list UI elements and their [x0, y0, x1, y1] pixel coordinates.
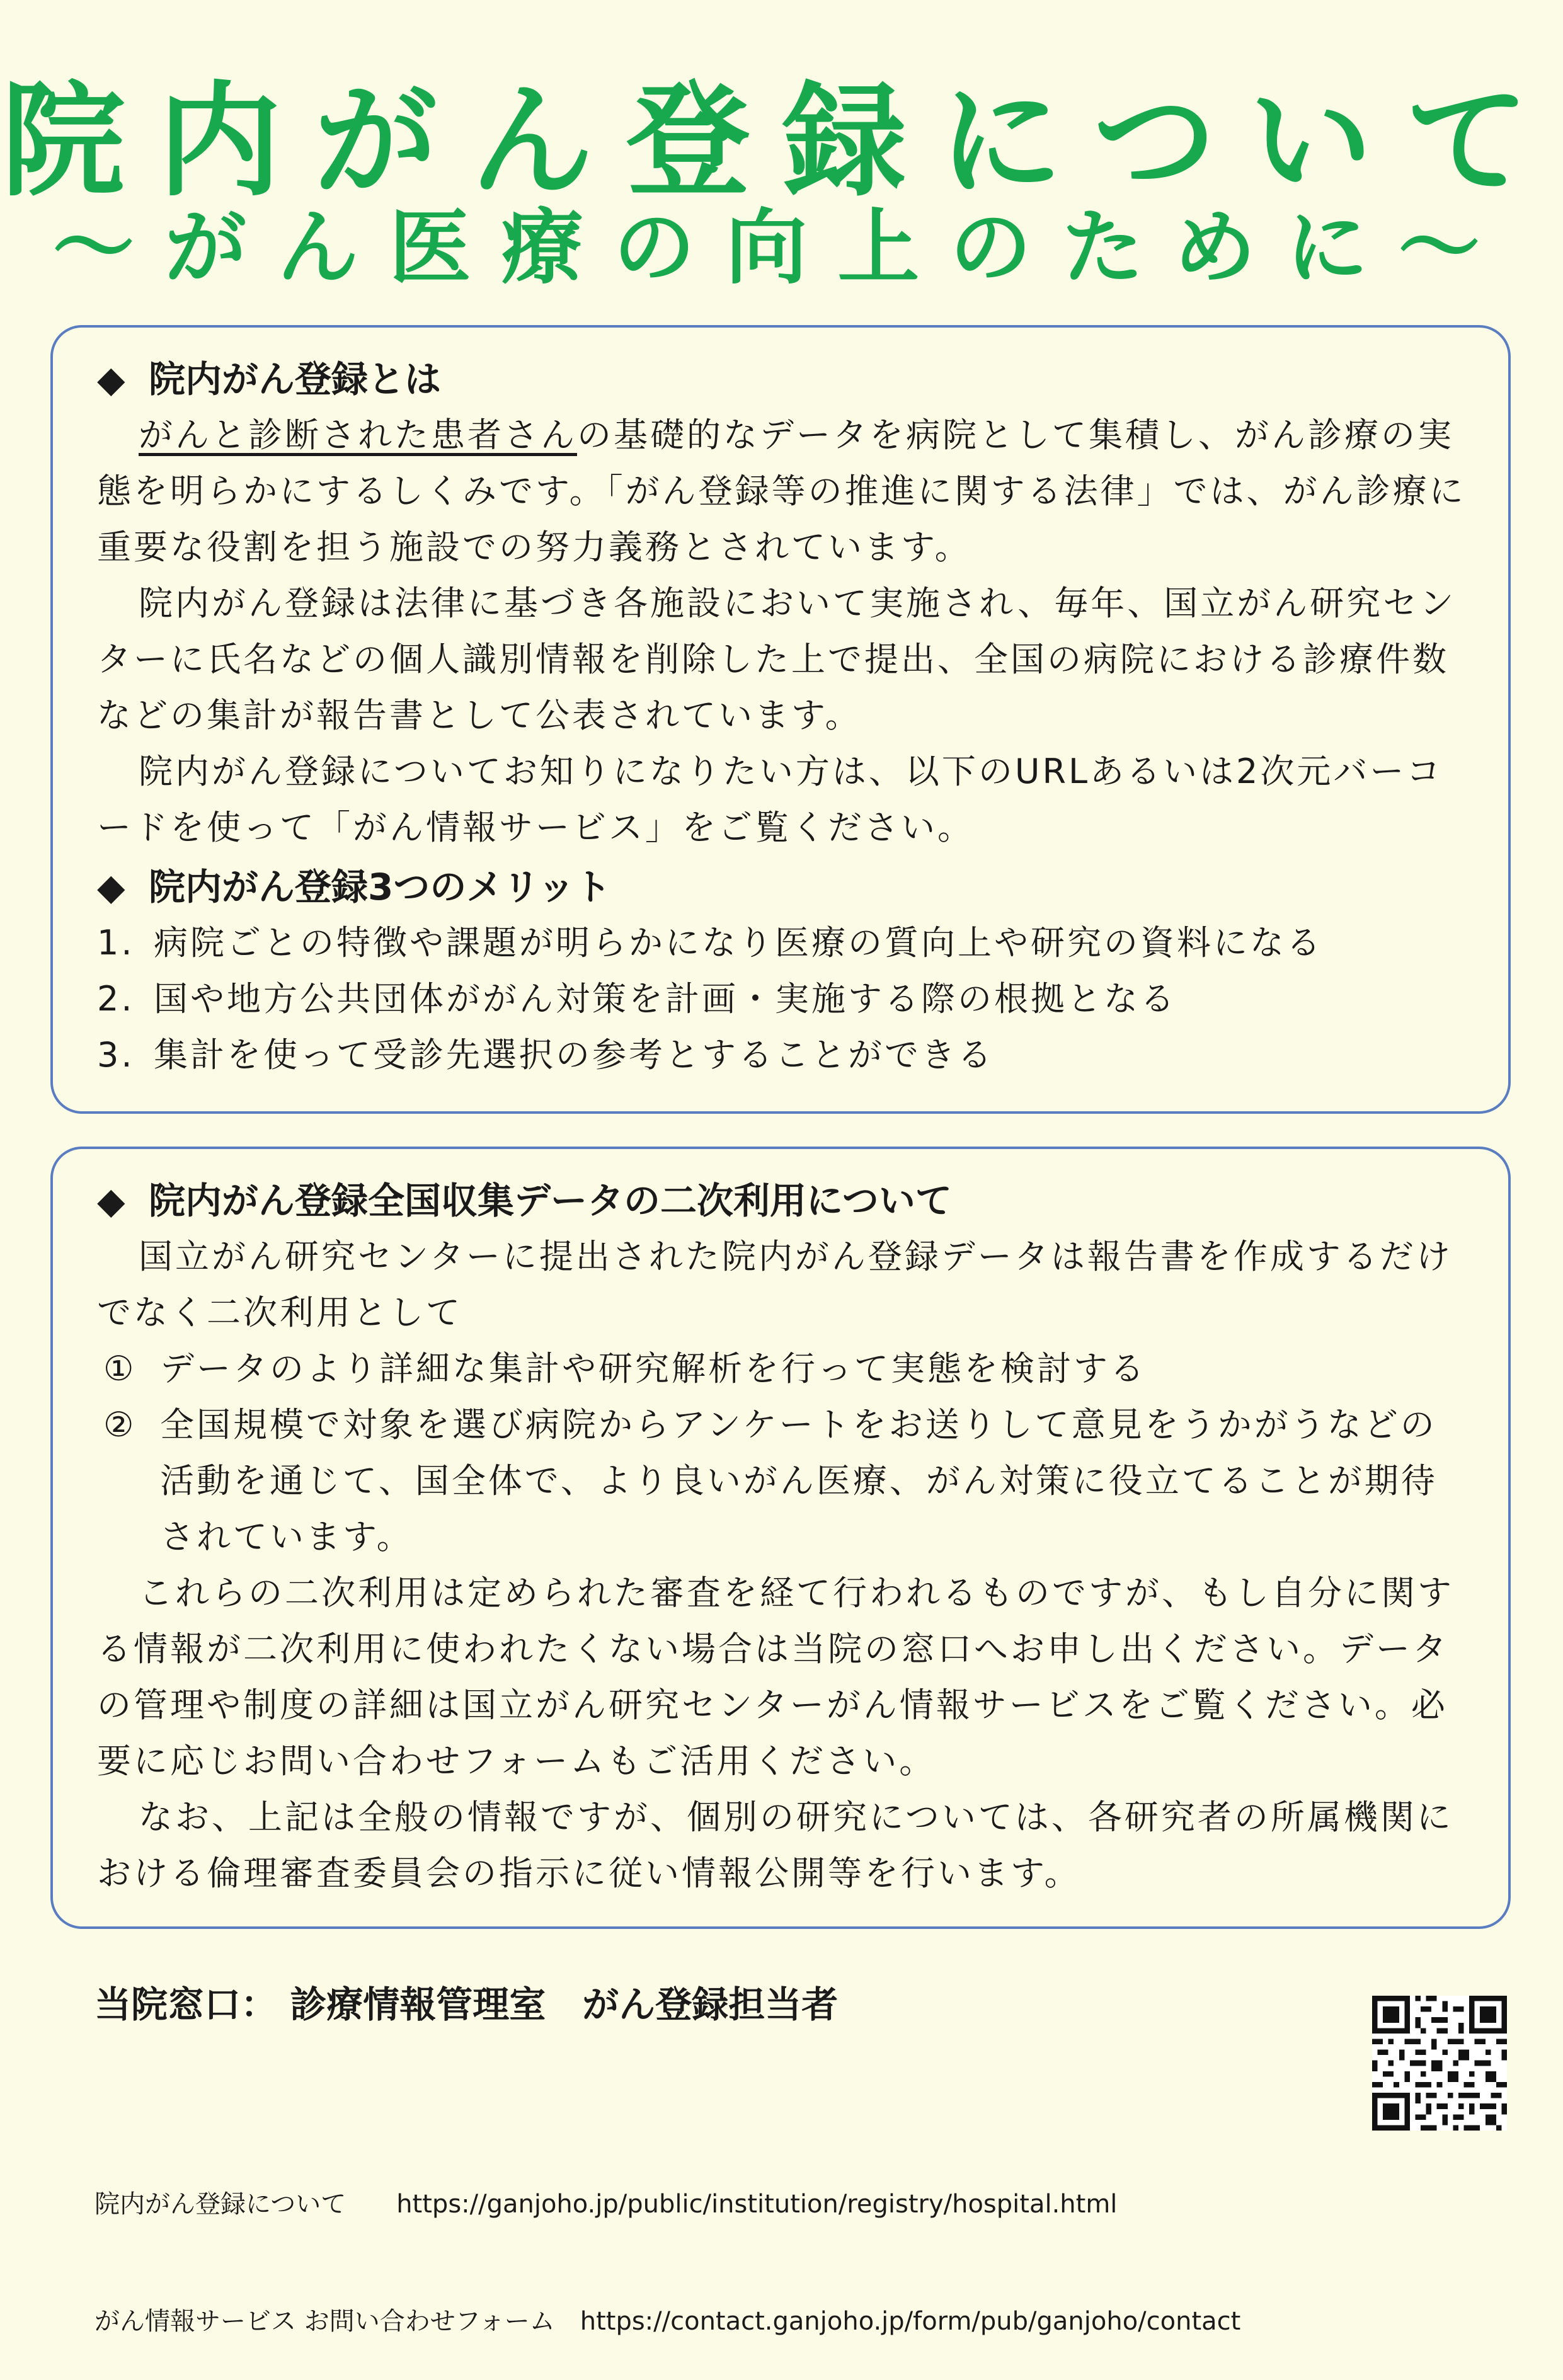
list-item [97, 1341, 1473, 1397]
paragraph: 院内がん登録についてお知りになりたい方は、以下のURLあるいは2次元バーコードを使って「がん情報サービス」をご覧ください。 [97, 752, 1443, 847]
page-subtitle: 〜がん医療の向上のために〜 [52, 200, 1511, 295]
diamond-icon: ◆ [97, 1179, 125, 1222]
reference-links [94, 2107, 1240, 2380]
link-url[interactable]: https://ganjoho.jp/public/institution/registry/hospital.html [396, 2190, 1118, 2219]
underlined-text: がんと診断された患者さん [139, 415, 577, 455]
contact-info: 当院窓口： 診療情報管理室 がん登録担当者 [94, 1983, 839, 2026]
list-item [97, 915, 1473, 971]
link-row [94, 2302, 1240, 2341]
section-heading-text: 院内がん登録全国収集データの二次利用について [149, 1179, 952, 1222]
list-item [97, 971, 1473, 1027]
list-number: 3. [97, 1035, 135, 1075]
paragraph [97, 407, 1473, 575]
section-heading-merits [97, 859, 1473, 915]
list-item [97, 1397, 1473, 1565]
info-box-secondary-use [50, 1147, 1511, 1929]
list-number: ① [103, 1349, 137, 1388]
link-label: がん情報サービス お問い合わせフォーム [94, 2307, 555, 2336]
section-heading-about [97, 352, 1473, 407]
list-number: 1. [97, 923, 135, 963]
list-number: 2. [97, 979, 135, 1019]
link-url[interactable]: https://contact.ganjoho.jp/form/pub/ganjoho/contact [580, 2307, 1241, 2336]
section-heading-text: 院内がん登録とは [149, 358, 442, 401]
list-number: ② [103, 1405, 137, 1445]
paragraph: これらの二次利用は定められた審査を経て行われるものですが、もし自分に関する情報が二次利用に使われたくない場合は当院の窓口へお申し出ください。データの管理や制度の詳細は国立がん研究センターがん情報サービスをご覧ください。必要に応じお問い合わせフォームもご活用ください。 [97, 1573, 1454, 1781]
link-row [94, 2185, 1240, 2224]
info-box-about [50, 325, 1511, 1114]
paragraph: なお、上記は全般の情報ですが、個別の研究については、各研究者の所属機関における倫理審査委員会の指示に従い情報公開等を行います。 [97, 1797, 1453, 1893]
list-text: データのより詳細な集計や研究解析を行って実態を検討する [160, 1349, 1147, 1388]
list-item [97, 1027, 1473, 1083]
link-label: 院内がん登録について [94, 2190, 346, 2219]
list-text: 集計を使って受診先選択の参考とすることができる [154, 1035, 994, 1075]
paragraph: 院内がん登録は法律に基づき各施設において実施され、毎年、国立がん研究センターに氏名などの個人識別情報を削除した上で提出、全国の病院における診療件数などの集計が報告書として公表されています。 [97, 583, 1457, 735]
section-heading-text: 院内がん登録3つのメリット [149, 866, 612, 908]
list-text: 全国規模で対象を選び病院からアンケートをお送りして意見をうかがうなどの活動を通じて、国全体で、より良いがん医療、がん対策に役立てることが期待されています。 [160, 1405, 1438, 1557]
diamond-icon: ◆ [97, 358, 125, 401]
qr-code-icon[interactable] [1372, 1996, 1507, 2131]
page-title: 院内がん登録について [1, 70, 1562, 214]
section-heading-secondary-use [97, 1173, 1473, 1228]
paragraph-text: の基礎的なデータを病院として集積し、がん診療の実態を明らかにするしくみです。「がん登録等の推進に関する法律」では、がん診療に重要な役割を担う施設での努力義務とされています。 [97, 415, 1466, 567]
diamond-icon: ◆ [97, 866, 125, 908]
list-text: 病院ごとの特徴や課題が明らかになり医療の質向上や研究の資料になる [154, 923, 1323, 963]
paragraph: 国立がん研究センターに提出された院内がん登録データは報告書を作成するだけでなく二次利用として [97, 1237, 1453, 1332]
list-text: 国や地方公共団体ががん対策を計画・実施する際の根拠となる [154, 979, 1177, 1019]
